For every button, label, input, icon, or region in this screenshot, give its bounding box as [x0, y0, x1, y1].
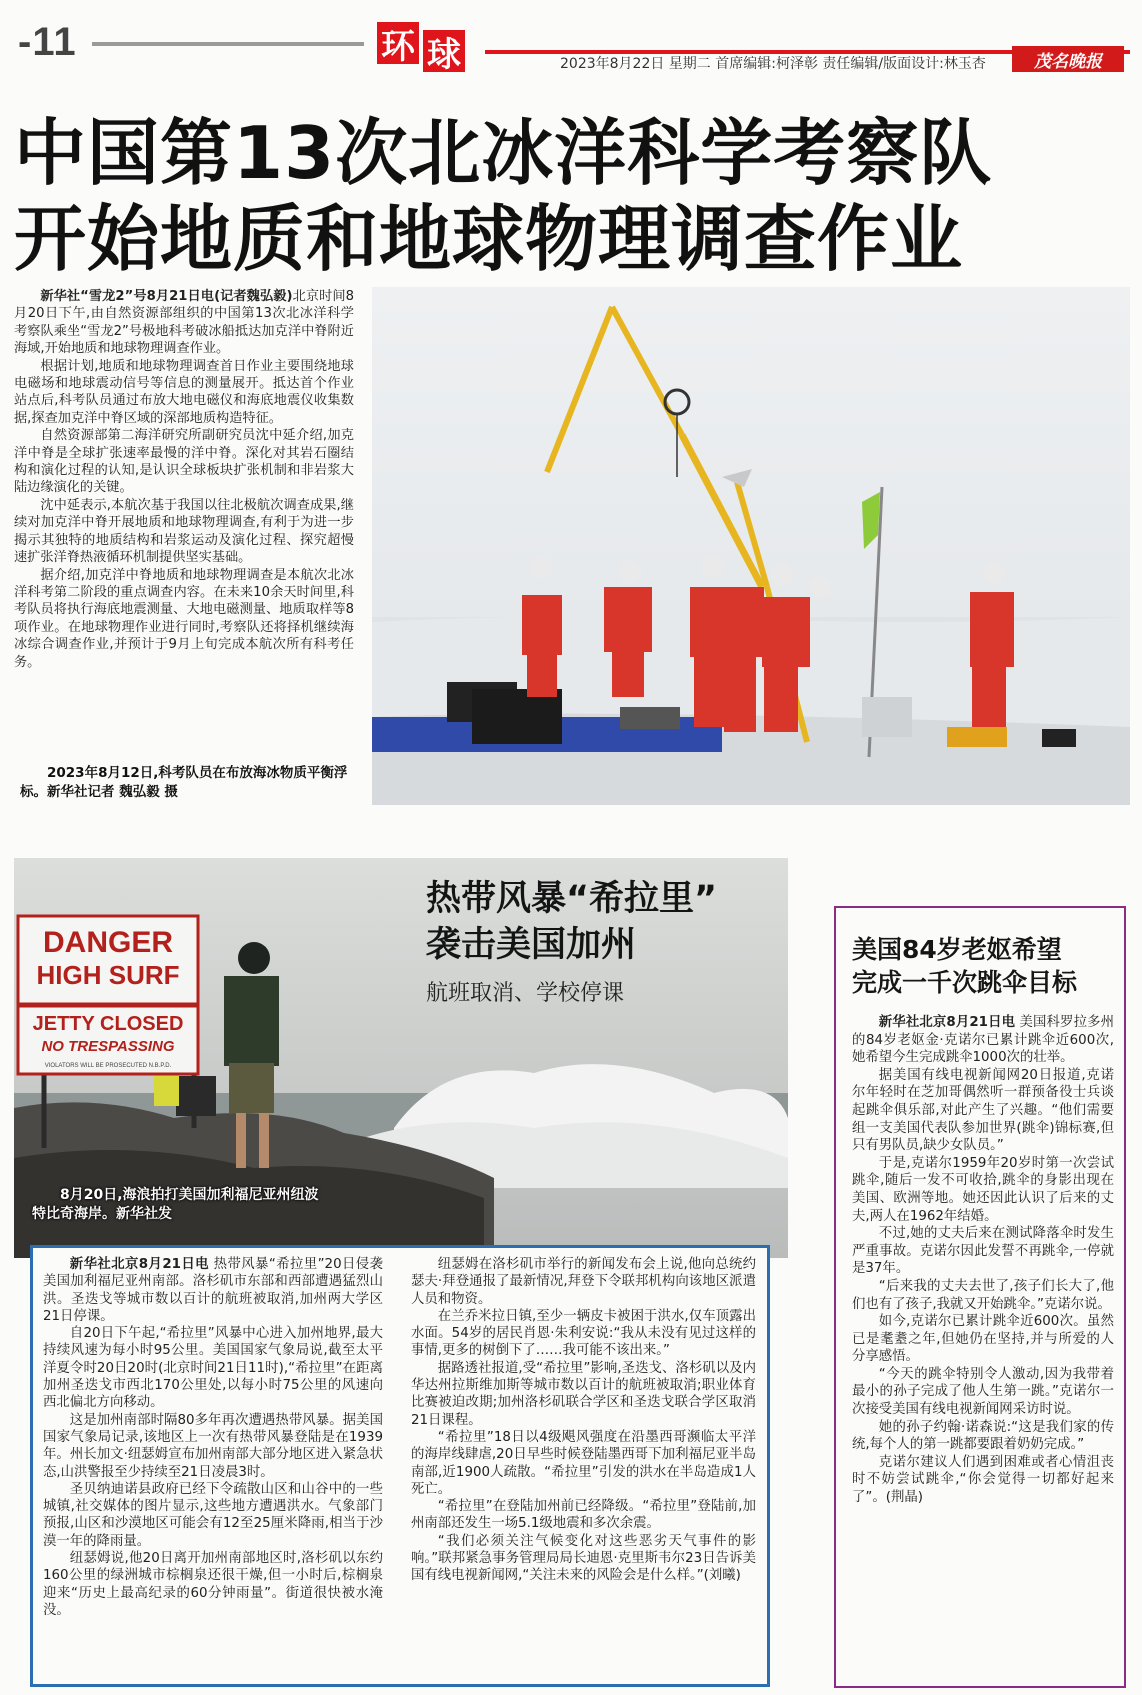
skydiving-paragraph: 不过,她的丈夫后来在测试降落伞时发生严重事故。克诺尔因此发誓不再跳伞,一停就是37年。 — [852, 1226, 1114, 1277]
main-headline — [14, 110, 1129, 282]
skydiving-paragraph: 她的孙子约翰·诺森说:“这是我们家的传统,每个人的第一跳都要跟着奶奶完成。” — [852, 1419, 1114, 1453]
skydiving-paragraph: 克诺尔建议人们遇到困难或者心情沮丧时不妨尝试跳伞,“你会觉得一切都好起来了”。(荆晶) — [852, 1454, 1114, 1506]
skydiving-headline — [852, 933, 1120, 999]
sign-no-trespassing-text: NO TRESPASSING — [41, 1038, 175, 1055]
skydiving-paragraph: 美国科罗拉多州的84岁老妪金·克诺尔已累计跳伞近600次,她希望今生完成跳伞1000次的壮举。 — [852, 1015, 1114, 1066]
arctic-paragraph: 自然资源部第二海洋研究所副研究员沈中延介绍,加克洋中脊是全球扩张速率最慢的洋中脊。深化对其岩石圈结构和演化过程的认知,是认识全球板块扩张机制和非岩浆大陆边缘演化的关键。 — [14, 428, 354, 496]
storm-paragraph: “希拉里”18日以4级飓风强度在沿墨西哥濒临太平洋的海岸线肆虐,20日早些时候登陆墨西哥下加利福尼亚半岛南部,近1900人疏散。“希拉里”引发的洪水在半岛造成1人死亡。 — [411, 1429, 756, 1497]
page-number: -11 — [18, 20, 77, 64]
skydiving-article — [852, 1014, 1114, 1507]
storm-paragraph: 在兰乔米拉日镇,至少一辆皮卡被困于洪水,仅车顶露出水面。54岁的居民肖恩·朱利安说:“我从未没有见过这样的事情,更多的树倒下了……我可能不该出来。” — [411, 1308, 756, 1359]
storm-paragraph: 自20日下午起,“希拉里”风暴中心进入加州地界,最大持续风速为每小时95公里。美国国家气象局说,截至太平洋夏令时20日20时(北京时间21日11时),“希拉里”在距离加州圣迭戈市西北170公里处,以每小时75公里的风速向西北偏北方向移动。 — [43, 1326, 383, 1411]
storm-subheadline: 航班取消、学校停课 — [426, 981, 625, 1006]
storm-column-1 — [43, 1256, 383, 1619]
skydiving-headline-line2: 完成一千次跳伞目标 — [852, 968, 1078, 997]
storm-headline-line2: 袭击美国加州 — [426, 925, 637, 965]
header-divider-left — [92, 42, 364, 46]
skydiving-paragraph: 如今,克诺尔已累计跳伞近600次。虽然已是耄耋之年,但她仍在坚持,并与所爱的人分享感悟。 — [852, 1314, 1114, 1365]
storm-headline — [426, 876, 717, 968]
skydiving-paragraph: “后来我的丈夫去世了,孩子们长大了,他们也有了孩子,我就又开始跳伞。”克诺尔说。 — [852, 1278, 1114, 1312]
storm-photo-caption: 8月20日,海浪拍打美国加利福尼亚州纽波特比奇海岸。新华社发 — [32, 1187, 319, 1222]
storm-headline-line1: 热带风暴“希拉里” — [426, 879, 718, 919]
arctic-paragraph: 据介绍,加克洋中脊地质和地球物理调查是本航次北冰洋科考第二阶段的重点调查内容。在未来10余天时间里,科考队员将执行海底地震测量、大地电磁测量、地质取样等8项作业。在地球物理作业进行同时,考察队还将择机继续海冰综合调查作业,并预计于9月上旬完成本航次所有科考任务。 — [14, 567, 354, 670]
storm-paragraph: 纽瑟姆在洛杉矶市举行的新闻发布会上说,他向总统约瑟夫·拜登通报了最新情况,拜登下令联邦机构向该地区派遣人员和物资。 — [411, 1257, 756, 1307]
arctic-byline: 新华社“雪龙2”号8月21日电(记者魏弘毅) — [40, 289, 293, 304]
skydiving-byline: 新华社北京8月21日电 — [878, 1015, 1016, 1030]
sign-danger-text: DANGER — [42, 926, 174, 959]
arctic-photo — [372, 287, 1130, 805]
storm-paragraph: 据路透社报道,受“希拉里”影响,圣迭戈、洛杉矶以及内华达州拉斯维加斯等城市数以百计的航班被取消;职业体育比赛被迫改期;加州洛杉矶联合学区和圣迭戈联合学区取消21日课程。 — [411, 1360, 756, 1428]
arctic-paragraph: 根据计划,地质和地球物理调查首日作业主要围绕地球电磁场和地球震动信号等信息的测量展开。抵达首个作业站点后,科考队员通过布放大地电磁仪和海底地震仪收集数据,探查加克洋中脊区域的深部地质构造特征。 — [14, 358, 354, 426]
storm-paragraph: “希拉里”在登陆加州前已经降级。“希拉里”登陆前,加州南部还发生一场5.1级地震和多次余震。 — [411, 1499, 756, 1532]
headline-line2: 开始地质和地球物理调查作业 — [14, 197, 964, 281]
storm-paragraph: 热带风暴“希拉里”20日侵袭美国加利福尼亚州南部。洛杉矶市东部和西部遭遇猛烈山洪。圣迭戈等城市数以百计的航班被取消,加州两大学区21日停课。 — [43, 1257, 383, 1324]
storm-article-box — [30, 1245, 770, 1687]
sign-jetty-closed-text: JETTY CLOSED — [32, 1013, 184, 1035]
arctic-article — [14, 288, 354, 671]
sign-high-surf-text: HIGH SURF — [36, 960, 180, 990]
arctic-paragraph: 沈中延表示,本航次基于我国以往北极航次调查成果,继续对加克洋中脊开展地质和地球物理调查,有利于为进一步揭示其独特的地质结构和岩浆运动及演化过程、探究超慢速扩张洋脊热液循环机制提供坚实基础。 — [14, 497, 354, 566]
section-badge-char2: 球 — [423, 30, 465, 72]
newspaper-logo: 茂名晚报 — [1012, 46, 1124, 72]
storm-paragraph: “我们必须关注气候变化对这些恶劣天气事件的影响。”联邦紧急事务管理局局长迪恩·克里斯韦尔23日告诉美国有线电视新闻网,“关注未来的风险会是什么样。”(刘曦) — [411, 1533, 756, 1584]
skydiving-paragraph: 据美国有线电视新闻网20日报道,克诺尔年轻时在芝加哥偶然听一群预备役士兵谈起跳伞俱乐部,对此产生了兴趣。“他们需要组一支美国代表队参加世界(跳伞)锦标赛,但只有男队员,缺少女队员。” — [852, 1067, 1114, 1154]
storm-paragraph: 纽瑟姆说,他20日离开加州南部地区时,洛杉矶以东约160公里的绿洲城市棕榈泉还很干燥,但一小时后,棕榈泉迎来“历史上最高纪录的60分钟雨量”。街道很快被水淹没。 — [43, 1551, 383, 1618]
storm-paragraph: 圣贝纳迪诺县政府已经下令疏散山区和山谷中的一些城镇,社交媒体的图片显示,这些地方遭遇洪水。气象部门预报,山区和沙漠地区可能会有12至25厘米降雨,相当于沙漠一年的降雨量。 — [43, 1481, 383, 1549]
storm-paragraph: 这是加州南部时隔80多年再次遭遇热带风暴。据美国国家气象局记录,该地区上一次有热带风暴登陆是在1939年。州长加文·纽瑟姆宣布加州南部大部分地区进入紧急状态,山洪警报至少持续至21日凌晨3时。 — [43, 1412, 383, 1480]
storm-byline: 新华社北京8月21日电 — [69, 1257, 209, 1272]
storm-column-2 — [411, 1256, 756, 1585]
skydiving-paragraph: 于是,克诺尔1959年20岁时第一次尝试跳伞,随后一发不可收拾,跳伞的身影出现在美国、欧洲等地。她还因此认识了后来的丈夫,两人在1962年结婚。 — [852, 1155, 1114, 1224]
arctic-photo-caption: 2023年8月12日,科考队员在布放海冰物质平衡浮标。新华社记者 魏弘毅 摄 — [20, 765, 348, 800]
arctic-paragraph: 北京时间8月20日下午,由自然资源部组织的中国第13次北冰洋科学考察队乘坐“雪龙2”号极地科考破冰船抵达加克洋中脊附近海域,开始地质和地球物理调查作业。 — [14, 289, 355, 357]
skydiving-paragraph: “今天的跳伞特别令人激动,因为我带着最小的孙子完成了他人生第一跳。”克诺尔一次接受美国有线电视新闻网采访时说。 — [852, 1366, 1114, 1418]
header-info: 2023年8月22日 星期二 首席编辑:柯泽彰 责任编辑/版面设计:林玉杏 — [560, 56, 986, 72]
sign-violators-text: VIOLATORS WILL BE PROSECUTED N.B.P.D. — [44, 1063, 172, 1069]
section-badge-char1: 环 — [377, 22, 419, 64]
headline-line1: 中国第13次北冰洋科学考察队 — [14, 111, 993, 195]
skydiving-headline-line1: 美国84岁老妪希望 — [852, 935, 1062, 964]
